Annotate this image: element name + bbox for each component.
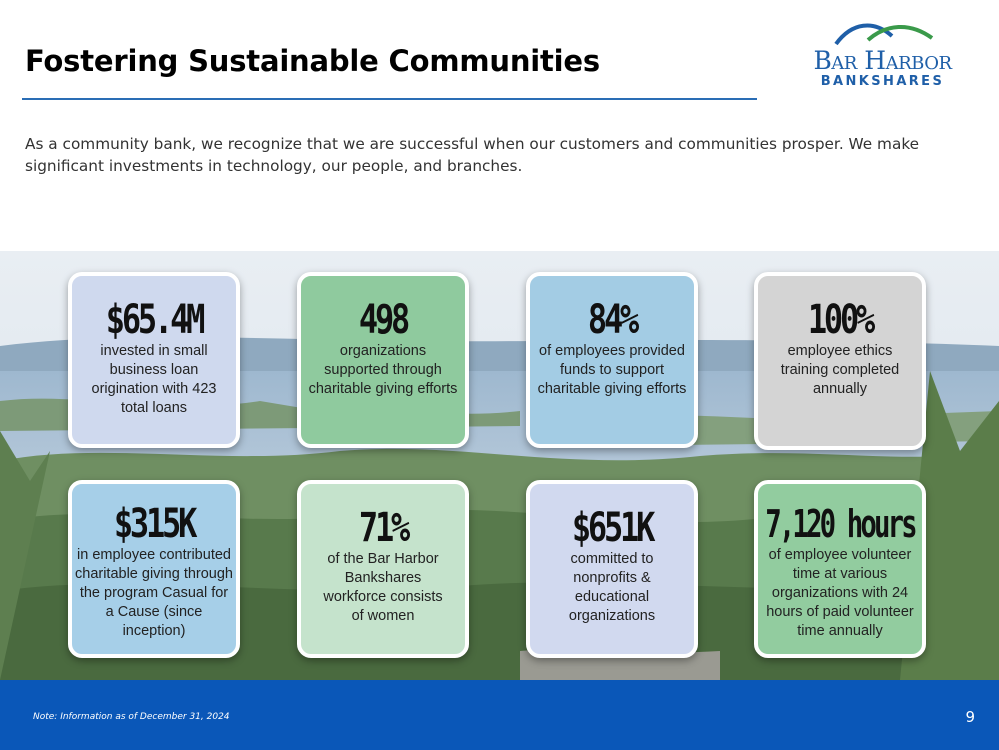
stat-value: 100% — [807, 297, 873, 343]
footer-note: Note: Information as of December 31, 2024 — [33, 712, 230, 722]
stat-value: 71% — [358, 505, 408, 551]
stat-description: employee ethics training completed annually — [780, 343, 900, 397]
stat-card-casual-for-a-cause — [68, 480, 240, 658]
stat-description: invested in small business loan origination with 423 total loans — [91, 343, 217, 416]
logo-name-text: Bar Harbor — [813, 46, 952, 75]
stat-description: of the Bar Harbor Bankshares workforce consists of women — [323, 551, 443, 624]
stat-card-volunteer-hours — [754, 480, 926, 658]
stat-value: $65.4M — [105, 297, 203, 343]
stat-card-nonprofits — [526, 480, 698, 658]
bar-harbor-logo — [800, 18, 965, 98]
title-divider — [22, 98, 757, 100]
stat-card-ethics-training — [754, 272, 926, 450]
intro-paragraph: As a community bank, we recognize that we are successful when our customers and communities prosper. We make significant investments in technology, our people, and branches. — [25, 135, 920, 175]
stat-value: 84% — [587, 297, 637, 343]
stat-value: 7,120 hours — [765, 502, 915, 546]
stat-card-organizations — [297, 272, 469, 448]
hills-logo-icon — [834, 18, 934, 46]
stat-description: committed to nonprofits & educational organizations — [568, 551, 656, 624]
stat-description: in employee contributed charitable giving through the program Casual for a Cause (since inception) — [75, 547, 233, 639]
stat-card-workforce-women — [297, 480, 469, 658]
stat-value: $651K — [571, 505, 653, 551]
page-title: Fostering Sustainable Communities — [25, 44, 600, 78]
logo-sub-text: BANKSHARES — [820, 74, 945, 89]
stat-value: 498 — [358, 297, 408, 343]
page-number: 9 — [965, 708, 975, 726]
stat-description: organizations supported through charitable giving efforts — [308, 343, 458, 397]
stat-card-business-loans — [68, 272, 240, 448]
footer-bar — [0, 680, 999, 750]
stat-description: of employees provided funds to support charitable giving efforts — [537, 343, 687, 397]
stat-card-employee-funds — [526, 272, 698, 448]
stat-description: of employee volunteer time at various organizations with 24 hours of paid volunteer time annually — [766, 547, 914, 639]
stat-value: $315K — [113, 501, 195, 547]
